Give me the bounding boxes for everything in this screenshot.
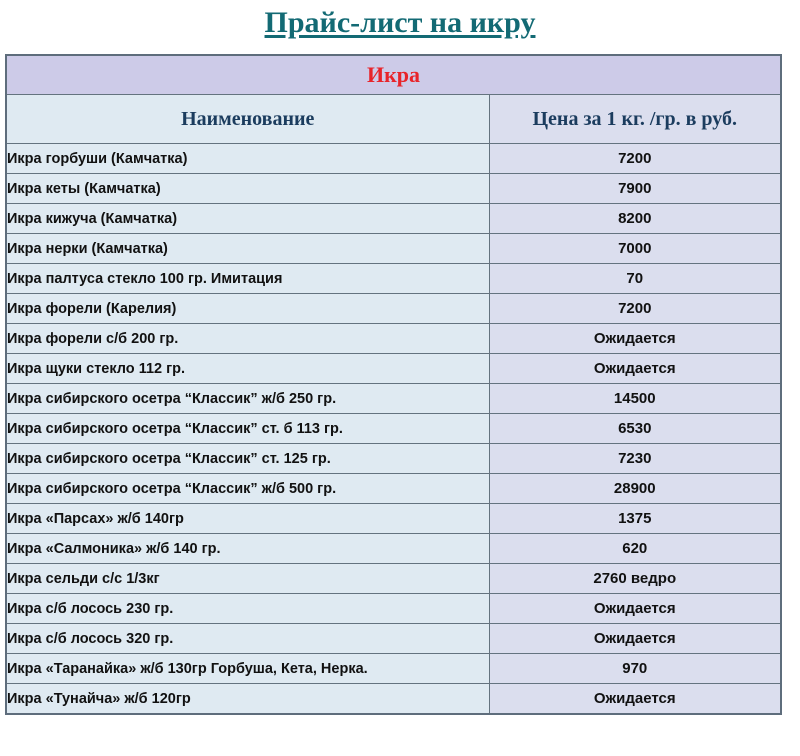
column-header-name-label: Наименование: [181, 107, 315, 130]
table-row: [6, 504, 781, 534]
cell-product-name: [6, 654, 489, 684]
cell-product-price: [489, 594, 781, 624]
cell-product-price: [489, 654, 781, 684]
table-row: [6, 144, 781, 174]
cell-product-price: [489, 204, 781, 234]
product-name-label: Икра кижуча (Камчатка): [7, 210, 178, 227]
table-row: [6, 564, 781, 594]
cell-product-name: [6, 564, 489, 594]
cell-product-price: [489, 354, 781, 384]
table-row: [6, 444, 781, 474]
table-row: [6, 594, 781, 624]
product-name-label: Икра нерки (Камчатка): [7, 240, 168, 257]
product-price-label: 2760 ведро: [593, 569, 677, 587]
cell-product-price: [489, 174, 781, 204]
column-header-name: [6, 95, 489, 144]
cell-product-price: [489, 534, 781, 564]
column-header-price: [489, 95, 781, 144]
product-price-label: 7200: [618, 149, 652, 167]
table-row: [6, 384, 781, 414]
product-name-label: Икра форели (Карелия): [7, 300, 177, 317]
price-table-body: [6, 55, 781, 714]
cell-product-price: [489, 234, 781, 264]
product-name-label: Икра «Тунайча» ж/б 120гр: [7, 690, 191, 707]
product-price-label: Ожидается: [593, 629, 676, 647]
product-price-label: 7200: [618, 299, 652, 317]
cell-product-name: [6, 174, 489, 204]
table-row: [6, 324, 781, 354]
page-title: Прайс-лист на икру: [264, 6, 536, 39]
table-column-header-row: [6, 95, 781, 144]
cell-product-price: [489, 624, 781, 654]
product-price-label: 70: [626, 269, 644, 287]
cell-product-price: [489, 294, 781, 324]
product-price-label: 28900: [613, 479, 656, 497]
product-name-label: Икра щуки стекло 112 гр.: [7, 360, 186, 377]
cell-product-name: [6, 594, 489, 624]
cell-product-name: [6, 294, 489, 324]
product-price-label: 7230: [618, 449, 652, 467]
cell-product-price: [489, 264, 781, 294]
product-name-label: Икра сибирского осетра “Классик” ст. 125 гр.: [7, 450, 331, 467]
cell-product-price: [489, 324, 781, 354]
cell-product-name: [6, 204, 489, 234]
cell-product-price: [489, 684, 781, 715]
table-category-header-cell: [6, 55, 781, 95]
table-row: [6, 174, 781, 204]
price-table-container: [5, 54, 780, 715]
table-row: [6, 264, 781, 294]
product-name-label: Икра «Таранайка» ж/б 130гр Горбуша, Кета, Нерка.: [7, 660, 368, 677]
cell-product-name: [6, 144, 489, 174]
table-row: [6, 474, 781, 504]
product-name-label: Икра сибирского осетра “Классик” ж/б 250 гр.: [7, 390, 337, 407]
cell-product-name: [6, 504, 489, 534]
table-row: [6, 204, 781, 234]
product-name-label: Икра сибирского осетра “Классик” ж/б 500 гр.: [7, 480, 337, 497]
table-row: [6, 234, 781, 264]
cell-product-name: [6, 324, 489, 354]
cell-product-price: [489, 444, 781, 474]
product-price-label: Ожидается: [593, 329, 676, 347]
cell-product-price: [489, 474, 781, 504]
product-price-label: 8200: [618, 209, 652, 227]
table-row: [6, 624, 781, 654]
product-name-label: Икра горбуши (Камчатка): [7, 150, 188, 167]
cell-product-name: [6, 354, 489, 384]
cell-product-name: [6, 534, 489, 564]
cell-product-price: [489, 504, 781, 534]
product-price-label: 970: [622, 659, 648, 677]
table-row: [6, 684, 781, 715]
cell-product-price: [489, 414, 781, 444]
table-row: [6, 654, 781, 684]
cell-product-name: [6, 234, 489, 264]
product-name-label: Икра форели с/б 200 гр.: [7, 330, 179, 347]
product-price-label: 620: [622, 539, 648, 557]
product-price-label: 6530: [618, 419, 652, 437]
product-price-label: 7000: [618, 239, 652, 257]
cell-product-name: [6, 624, 489, 654]
product-name-label: Икра сибирского осетра “Классик” ст. б 113 гр.: [7, 420, 343, 437]
cell-product-name: [6, 264, 489, 294]
product-name-label: Икра «Парсах» ж/б 140гр: [7, 510, 184, 527]
product-price-label: 7900: [618, 179, 652, 197]
product-name-label: Икра палтуса стекло 100 гр. Имитация: [7, 270, 283, 287]
product-price-label: 1375: [618, 509, 652, 527]
cell-product-name: [6, 384, 489, 414]
product-name-label: Икра «Салмоника» ж/б 140 гр.: [7, 540, 221, 557]
table-row: [6, 354, 781, 384]
cell-product-name: [6, 444, 489, 474]
cell-product-price: [489, 144, 781, 174]
product-name-label: Икра с/б лосось 230 гр.: [7, 600, 174, 617]
product-price-label: Ожидается: [593, 359, 676, 377]
table-merged-header-row: [6, 55, 781, 95]
product-price-label: Ожидается: [593, 689, 676, 707]
table-category-header-label: Икра: [366, 61, 421, 87]
product-name-label: Икра кеты (Камчатка): [7, 180, 161, 197]
product-name-label: Икра сельди с/с 1/3кг: [7, 570, 160, 587]
cell-product-price: [489, 564, 781, 594]
price-table: [5, 54, 782, 715]
product-price-label: Ожидается: [593, 599, 676, 617]
cell-product-name: [6, 684, 489, 715]
column-header-price-label: Цена за 1 кг. /гр. в руб.: [532, 107, 737, 130]
product-name-label: Икра с/б лосось 320 гр.: [7, 630, 174, 647]
table-row: [6, 414, 781, 444]
table-row: [6, 294, 781, 324]
table-row: [6, 534, 781, 564]
cell-product-name: [6, 414, 489, 444]
cell-product-price: [489, 384, 781, 414]
product-price-label: 14500: [613, 389, 656, 407]
cell-product-name: [6, 474, 489, 504]
page-title-container: [0, 0, 800, 46]
